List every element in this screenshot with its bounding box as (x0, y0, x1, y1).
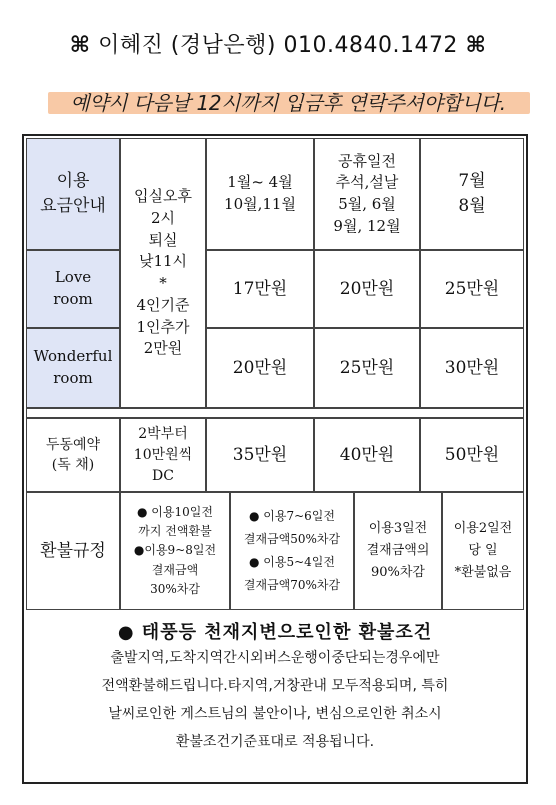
conditions-title: ● 태풍등 천재지변으로인한 환불조건 (117, 622, 433, 643)
condition-line: 환불조건기준표대로 적용됩니다. (175, 734, 375, 750)
contact-text: 이혜진 (경남은행) 010.4840.1472 (98, 33, 458, 58)
room-name-wonderful: Wonderful room (26, 328, 120, 408)
condition-line: 전액환불해드립니다.타지역,거창관내 모두적용되며, 특히 (101, 678, 449, 694)
price-cell: 20만원 (206, 328, 314, 408)
command-icon: ⌘ (69, 33, 91, 58)
condition-line: 출발지역,도착지역간시외버스운행이중단되는경우에만 (110, 650, 440, 666)
price-cell: 40만원 (314, 418, 420, 492)
command-icon: ⌘ (465, 33, 487, 58)
disaster-refund-conditions (24, 612, 526, 782)
refund-rule-3day: 이용3일전 결재금액의 90%차감 (354, 492, 442, 610)
refund-rule-early: ● 이용10일전 까지 전액환불 ●이용9~8일전 결재금액 30%차감 (120, 492, 230, 610)
refund-rule-mid: ● 이용7~6일전 결재금액50%차감 ● 이용5~4일전 결재금액70%차감 (230, 492, 354, 610)
exclusive-label: 두동예약 (독 채) (26, 418, 120, 492)
divider-row (26, 408, 524, 418)
deposit-notice (38, 86, 528, 120)
refund-label: 환불규정 (26, 492, 120, 610)
price-cell: 25만원 (420, 250, 524, 328)
season-mid: 공휴일전 추석,설날 5월, 6월 9월, 12월 (314, 138, 420, 250)
price-cell: 50만원 (420, 418, 524, 492)
price-cell: 35만원 (206, 418, 314, 492)
checkin-info: 입실오후 2시 퇴실 낮11시 * 4인기준 1인추가 2만원 (120, 138, 206, 408)
deposit-notice-text: 예약시 다음날 12시까지 입금후 연락주셔야합니다. (70, 91, 506, 115)
refund-rule-2day: 이용2일전 당 일 *환불없음 (442, 492, 524, 610)
exclusive-note: 2박부터 10만원씩 DC (120, 418, 206, 492)
price-cell: 20만원 (314, 250, 420, 328)
season-low: 1월~ 4월 10월,11월 (206, 138, 314, 250)
price-cell: 30만원 (420, 328, 524, 408)
room-name-love: Love room (26, 250, 120, 328)
contact-header (0, 28, 556, 59)
season-peak: 7월 8월 (420, 138, 524, 250)
price-cell: 25만원 (314, 328, 420, 408)
rate-guide-label: 이용 요금안내 (26, 138, 120, 250)
condition-line: 날씨로인한 게스트님의 불안이나, 변심으로인한 취소시 (108, 706, 442, 722)
price-cell: 17만원 (206, 250, 314, 328)
